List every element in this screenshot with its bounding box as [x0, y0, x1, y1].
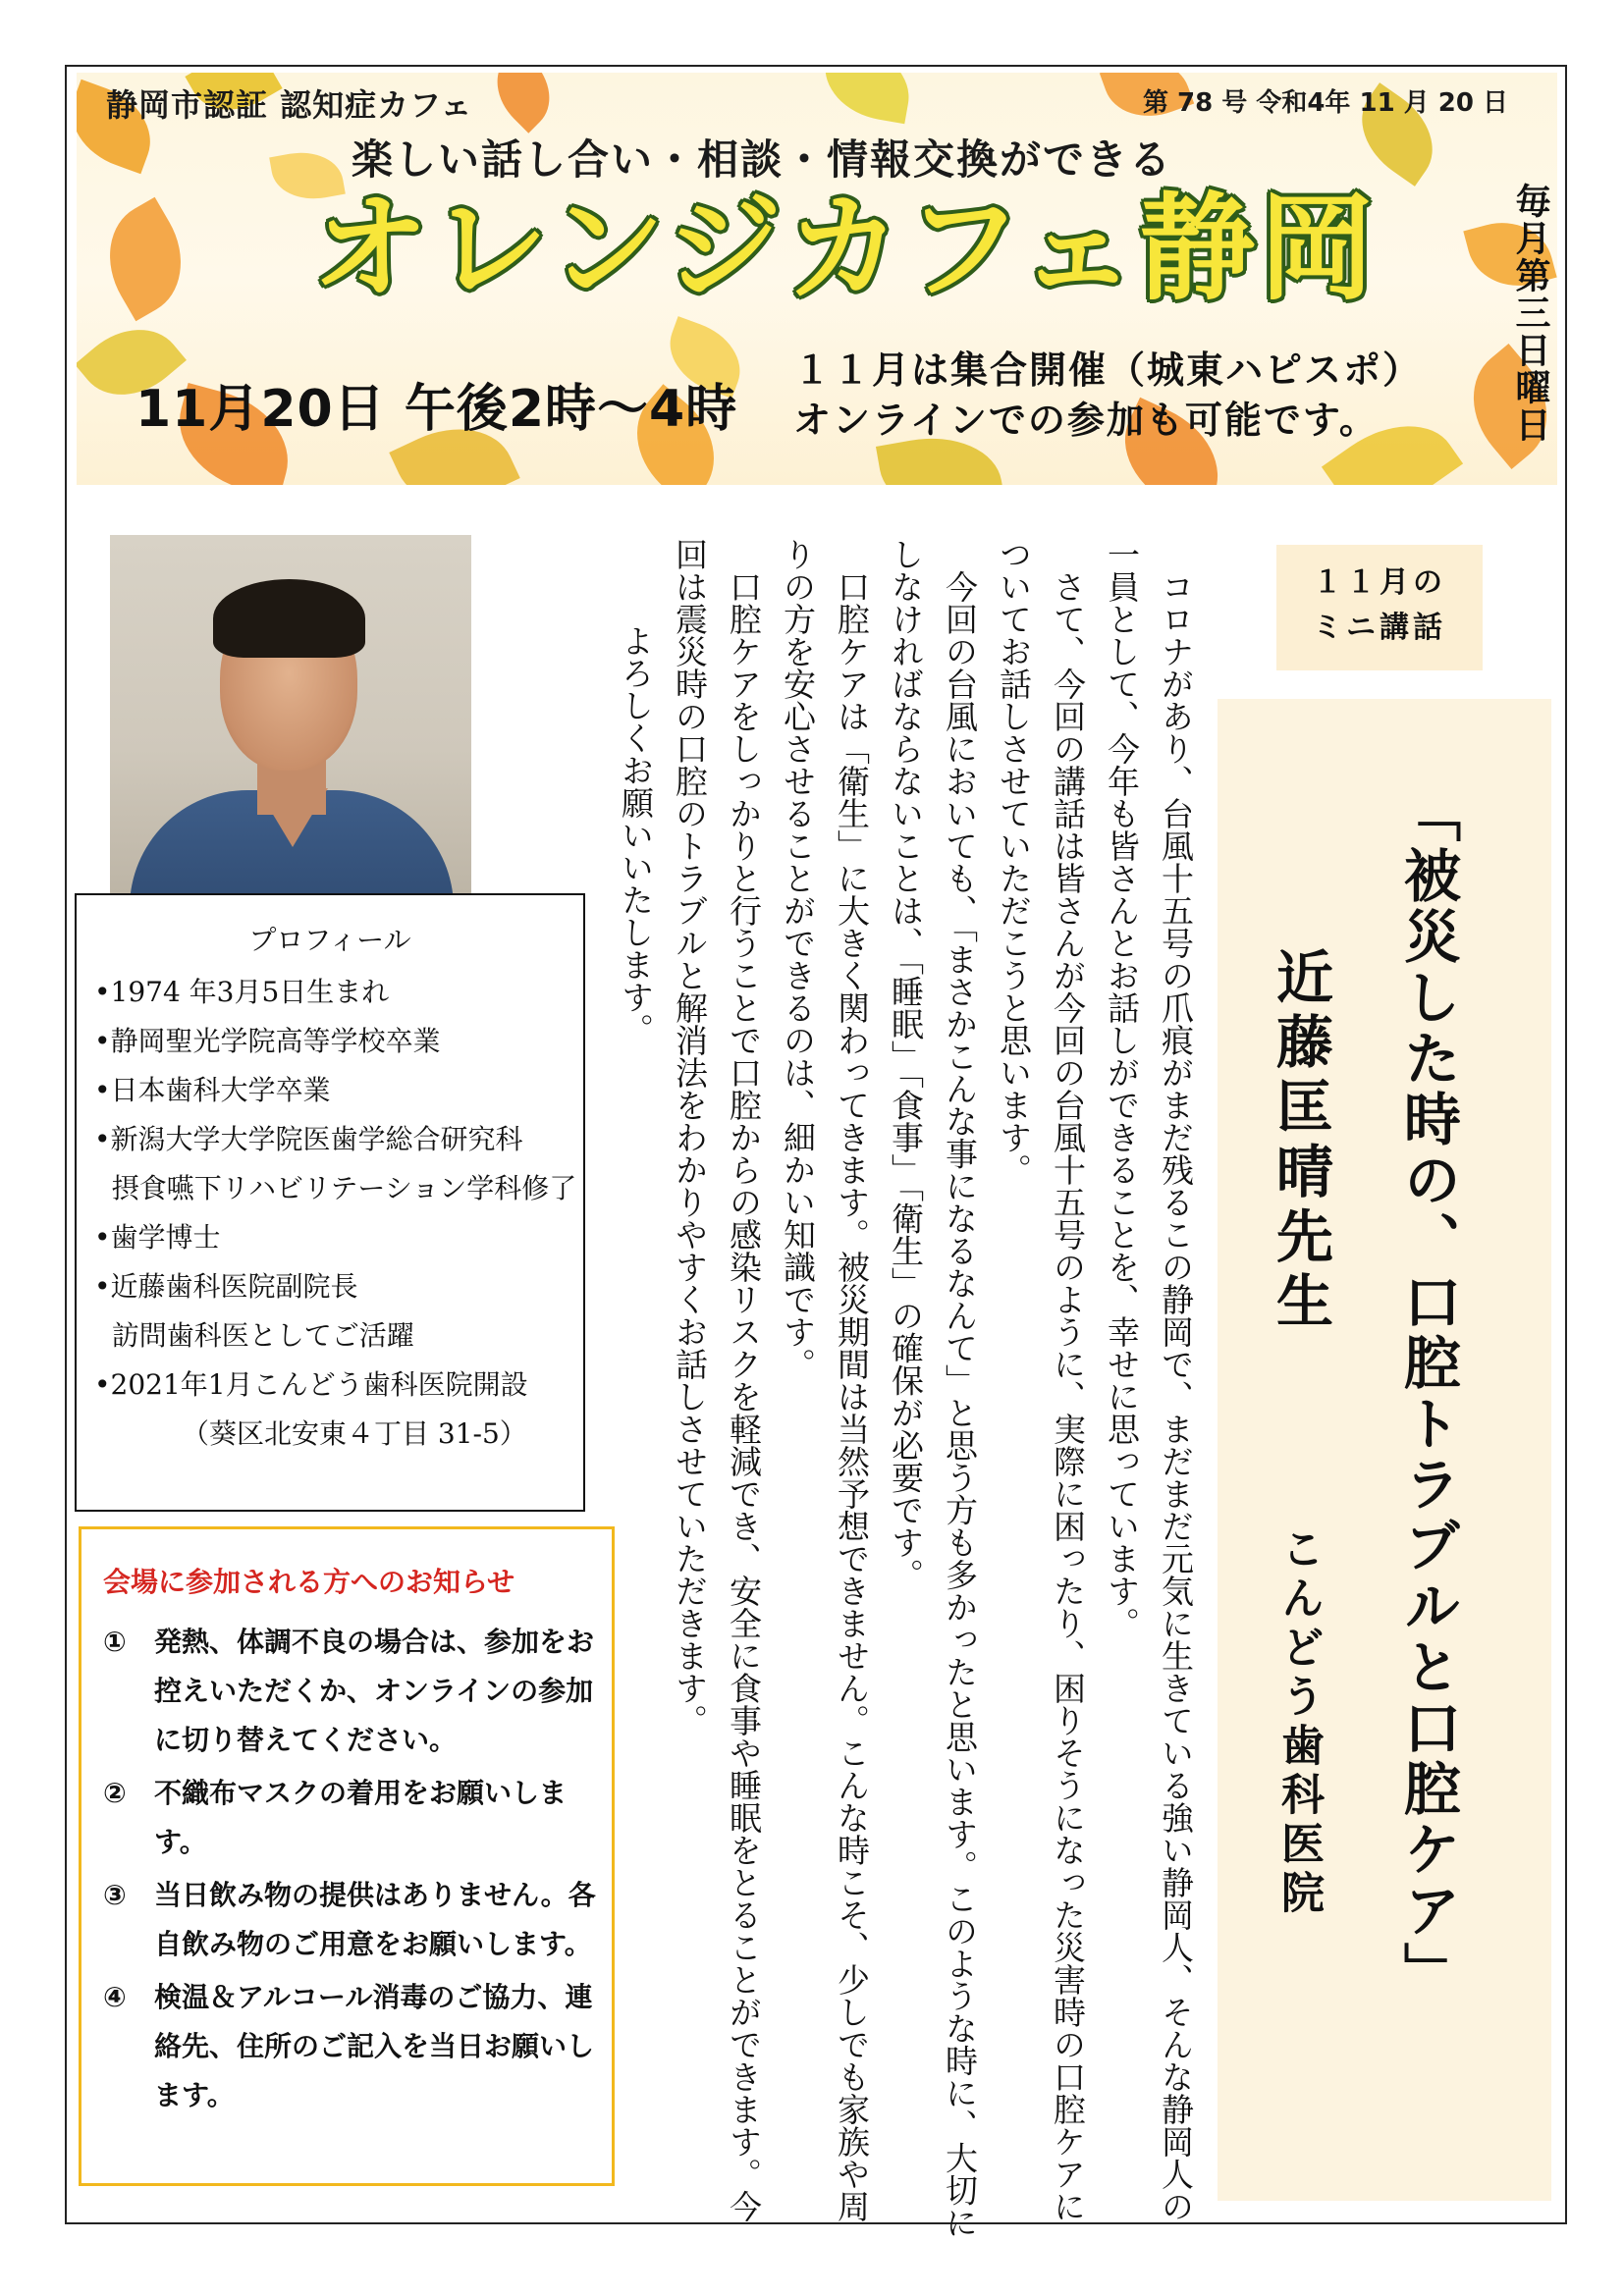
mini-label-line-2: ミニ講話 [1313, 611, 1446, 645]
lecturer-name: 近藤匡晴先生 [1267, 947, 1333, 1336]
body-paragraph: よろしくお願いいたします。 [617, 592, 655, 1045]
body-paragraph: 口腔ケアをしっかりと行うことで口腔からの感染リスクを軽減でき、安全に食事や睡眠をとることができます。今回は震災時の口腔のトラブルと解消法をわかりやすくお話しさせていただきます。 [671, 538, 763, 2222]
profile-item: •歯学博士 [94, 1221, 221, 1254]
notice-text: 不織布マスクの着用をお願いします。 [154, 1777, 568, 1858]
body-paragraph: 今回の台風においても、「まさかこんな事になるなんて」と思う方も多かったと思います。このような時に、大切にしなければならないことは、「睡眠」「食事」「衛生」の確保が必要です。 [887, 538, 979, 2239]
venue-info [793, 346, 1422, 447]
notice-number: ④ [103, 1981, 127, 2013]
lecturer-photo [110, 535, 471, 893]
cafe-title: オレンジカフェ静岡 [312, 181, 1380, 316]
venue-line-1: １１月は集合開催（城東ハピスポ） [793, 348, 1423, 392]
profile-item: （葵区北安東４丁目 31-5） [94, 1417, 527, 1450]
issue-label: 第 78 号 令和4年 11 月 20 日 [1143, 88, 1508, 118]
notice-item [103, 1769, 596, 1867]
lecture-panel [1218, 699, 1551, 2201]
profile-item: •1974 年3月5日生まれ [94, 976, 390, 1008]
profile-item: •2021年1月こんどう歯科医院開設 [94, 1368, 528, 1401]
clinic-name: こんどう歯科医院 [1273, 1526, 1324, 1919]
body-paragraph: さて、今回の講話は皆さんが今回の台風十五号のように、実際に困ったり、困りそうになった災害時の口腔ケアについてお話しさせていただこうと思います。 [995, 538, 1087, 2222]
org-label: 静岡市認証 認知症カフェ [106, 86, 473, 124]
profile-title: プロフィール [248, 924, 411, 956]
profile-item: •日本歯科大学卒業 [94, 1074, 331, 1106]
notice-title: 会場に参加される方へのお知らせ [103, 1566, 515, 1598]
profile-list [94, 968, 577, 1459]
notice-number: ③ [103, 1879, 127, 1911]
profile-item: •新潟大学大学院医歯学総合研究科 [94, 1123, 523, 1155]
body-paragraph: コロナがあり、台風十五号の爪痕がまだ残るこの静岡で、まだまだ元気に生きている強い静岡人、そんな静岡人の一員として、今年も皆さんとお話しができることを、幸せに思っています。 [1103, 538, 1195, 2222]
schedule-label: 毎月第三日曜日 [1510, 183, 1550, 444]
profile-item: •近藤歯科医院副院長 [94, 1270, 358, 1303]
notice-box [79, 1526, 615, 2186]
header-banner [77, 73, 1557, 485]
notice-number: ① [103, 1626, 127, 1658]
tagline: 楽しい話し合い・相談・情報交換ができる [352, 135, 1173, 184]
notice-item [103, 1618, 596, 1765]
notice-number: ② [103, 1777, 127, 1809]
body-paragraph: 口腔ケアは「衛生」に大きく関わってきます。被災期間は当然予想できません。こんな時こそ、少しでも家族や周りの方を安心させることができるのは、細かい知識です。 [779, 538, 871, 2222]
lecture-title: 「被災した時の、口腔トラブルと口腔ケア」 [1394, 785, 1461, 2002]
profile-box [75, 893, 585, 1512]
lecture-body [574, 538, 1203, 2246]
profile-item: •静岡聖光学院高等学校卒業 [94, 1025, 441, 1057]
venue-line-2: オンラインでの参加も可能です。 [793, 399, 1379, 443]
notice-item [103, 1871, 596, 1969]
mini-label-line-1: １１月の [1313, 565, 1446, 600]
mini-lecture-label [1276, 545, 1483, 670]
notice-text: 当日飲み物の提供はありません。各自飲み物のご用意をお願いします。 [154, 1879, 596, 1960]
profile-item: 摂食嚥下リハビリテーション学科修了 [94, 1172, 577, 1204]
event-date-time: 11月20日 午後2時～4時 [135, 380, 738, 439]
notice-text: 発熱、体調不良の場合は、参加をお控えいただくか、オンラインの参加に切り替えてください。 [154, 1626, 595, 1756]
notice-text: 検温＆アルコール消毒のご協力、連絡先、住所のご記入を当日お願いします。 [154, 1981, 595, 2111]
notice-item [103, 1973, 596, 2120]
profile-item: 訪問歯科医としてご活躍 [94, 1319, 414, 1352]
